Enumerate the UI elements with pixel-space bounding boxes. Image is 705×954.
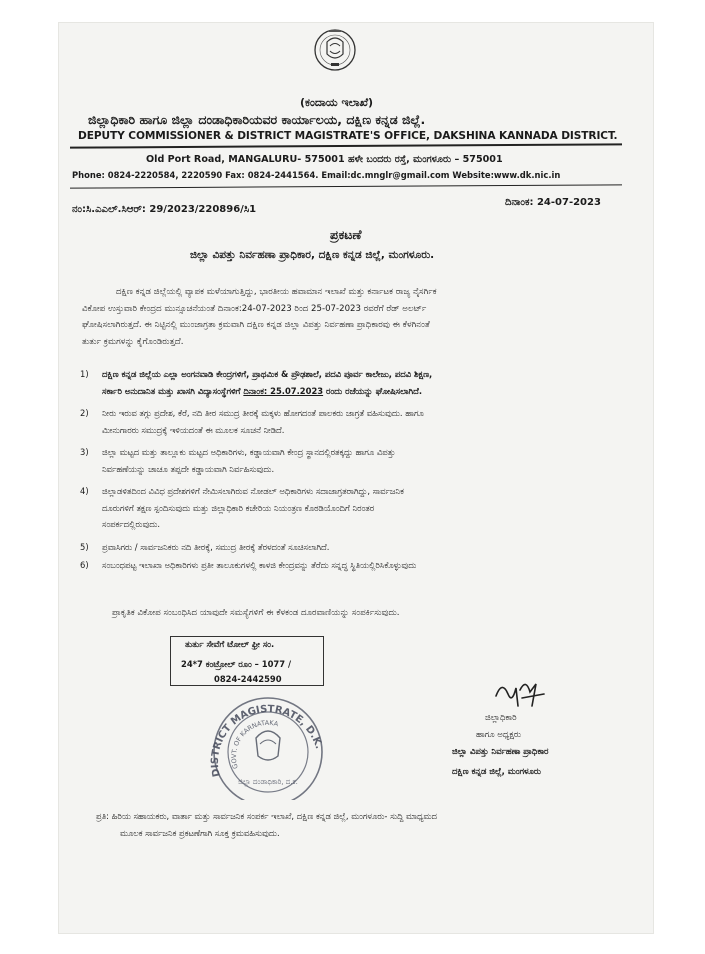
seal-outer-text: DISTRICT MAGISTRATE, D.K. bbox=[209, 703, 325, 778]
seal-bottom-text: ಜಿಲ್ಲಾ ದಂಡಾಧಿಕಾರಿ, ದ.ಕ. bbox=[238, 778, 298, 786]
item-number: 2) bbox=[80, 408, 89, 418]
item-number: 4) bbox=[80, 486, 89, 496]
district-magistrate-seal bbox=[198, 690, 338, 800]
signatory-title: ಜಿಲ್ಲಾಧಿಕಾರಿ bbox=[485, 712, 517, 722]
helpline-control-room: 24*7 ಕಂಟ್ರೋಲ್ ರೂಂ – 1077 / bbox=[181, 659, 292, 669]
item-number: 5) bbox=[80, 541, 89, 552]
intro-line: ದಕ್ಷಿಣ ಕನ್ನಡ ಜಿಲ್ಲೆಯಲ್ಲಿ ವ್ಯಾಪಕ ಮಳೆಯಾಗುತ್ತಿದ್ದು, ಭಾರತೀಯ ಹವಾಮಾನ ಇಲಾಖೆ ಮತ್ತು ಕರ್ನಾಟಕ ರಾಜ್ಯ ನೈಸರ್ಗಿಕ bbox=[116, 287, 437, 297]
item-number: 6) bbox=[80, 560, 89, 570]
intro-line: ತುರ್ತು ಕ್ರಮಗಳನ್ನು ಕೈಗೊಂಡಿರುತ್ತದೆ. bbox=[82, 336, 184, 347]
office-name-kannada: ಜಿಲ್ಲಾಧಿಕಾರಿ ಹಾಗೂ ಜಿಲ್ಲಾ ದಂಡಾಧಿಕಾರಿಯವರ ಕಾರ್ಯಾಲಯ, ದಕ್ಷಿಣ ಕನ್ನಡ ಜಿಲ್ಲೆ. bbox=[88, 112, 426, 127]
closing-line: ಪ್ರಾಕೃತಿಕ ವಿಕೋಪ ಸಂಬಂಧಿಸಿದ ಯಾವುದೇ ಸಮಸ್ಯೆಗಳಿಗೆ ಈ ಕೆಳಕಂಡ ದೂರವಾಣಿಯನ್ನು ಸಂಪರ್ಕಿಸುವುದು. bbox=[112, 608, 400, 618]
helpline-title: ತುರ್ತು ಸೇವೆಗೆ ಟೋಲ್ ಫ್ರೀ ಸಂ. bbox=[185, 639, 275, 649]
item-number: 1) bbox=[80, 369, 89, 379]
signatory-authority: ಜಿಲ್ಲಾ ವಿಪತ್ತು ನಿರ್ವಹಣಾ ಪ್ರಾಧಿಕಾರ bbox=[452, 746, 549, 756]
action-item bbox=[80, 483, 620, 533]
holiday-date: ದಿನಾಂಕ: 25.07.2023 bbox=[243, 385, 324, 396]
item-line: ಸರ್ಕಾರಿ ಅನುದಾನಿತ ಮತ್ತು ಖಾಸಗಿ ವಿದ್ಯಾಸಂಸ್ಥೆಗಳಿಗೆ ದಿನಾಂಕ: 25.07.2023 ರಂದು ರಜೆಯನ್ನು ಘೋಷಿಸಲಾಗಿದೆ. bbox=[102, 385, 423, 396]
signatory-role: ಹಾಗೂ ಅಧ್ಯಕ್ಷರು bbox=[476, 729, 522, 739]
action-item bbox=[80, 539, 620, 556]
item-line: ಜಿಲ್ಲಾಡಳಿತದಿಂದ ವಿವಿಧ ಪ್ರದೇಶಗಳಿಗೆ ನೇಮಿಸಲಾಗಿರುವ ನೋಡಲ್ ಅಧಿಕಾರಿಗಳು ಸದಾಜಾಗ್ರತರಾಗಿದ್ದು, ಸಾರ್ವಜನಿಕ bbox=[102, 486, 404, 496]
item-line: ದಕ್ಷಿಣ ಕನ್ನಡ ಜಿಲ್ಲೆಯ ಎಲ್ಲಾ ಅಂಗನವಾಡಿ ಕೇಂದ್ರಗಳಿಗೆ, ಪ್ರಾಥಮಿಕ & ಪ್ರೌಢಶಾಲೆ, ಪದವಿ ಪೂರ್ವ ಕಾಲೇಜು, ಪದವಿ ಶಿಕ್ಷಣ, bbox=[102, 369, 433, 379]
item-number: 3) bbox=[80, 447, 89, 457]
item-line: ನಿರ್ವಹಣೆಯನ್ನು ಚಾಚೂ ತಪ್ಪದೇ ಕಡ್ಡಾಯವಾಗಿ ನಿರ್ವಹಿಸುವುದು. bbox=[102, 463, 275, 474]
document-date: ದಿನಾಂಕ: 24-07-2023 bbox=[505, 197, 601, 208]
item-line: ಸಂಬಂಧಪಟ್ಟ ಇಲಾಖಾ ಅಧಿಕಾರಿಗಳು ಪ್ರತೀ ತಾಲೂಕುಗಳಲ್ಲಿ ಕಾಳಜಿ ಕೇಂದ್ರವನ್ನು ತೆರೆದು ಸನ್ನದ್ಧ ಸ್ಥಿತಿಯಲ್ಲಿರಿಸಿಕೊಳ್ಳುವುದು bbox=[102, 560, 417, 570]
signatory-place: ದಕ್ಷಿಣ ಕನ್ನಡ ಜಿಲ್ಲೆ, ಮಂಗಳೂರು bbox=[452, 766, 541, 776]
intro-paragraph bbox=[82, 284, 618, 350]
signature-mark bbox=[492, 676, 548, 712]
item-line: ಸಂಪರ್ಕದಲ್ಲಿರುವುದು. bbox=[102, 519, 161, 529]
notice-heading: ಪ್ರಕಟಣೆ bbox=[330, 227, 362, 242]
seal-inner-text: GOVT. OF KARNATAKA bbox=[229, 718, 280, 770]
item-line: ದೂರುಗಳಿಗೆ ತಕ್ಷಣ ಸ್ಪಂದಿಸುವುದು ಮತ್ತು ಜಿಲ್ಲಾಧಿಕಾರಿ ಕಚೇರಿಯ ನಿಯಂತ್ರಣ ಕೊಠಡಿಯೊಂದಿಗೆ ನಿರಂತರ bbox=[102, 502, 375, 513]
intro-line: ಘೋಷಿಸಲಾಗಿರುತ್ತದೆ. ಈ ನಿಟ್ಟಿನಲ್ಲಿ ಮುಂಜಾಗ್ರತಾ ಕ್ರಮವಾಗಿ ದಕ್ಷಿಣ ಕನ್ನಡ ಜಿಲ್ಲಾ ವಿಪತ್ತು ನಿರ್ವಹಣಾ ಪ್ರಾಧಿಕಾರವು ಈ ಕೆಳಗಿನಂತೆ bbox=[82, 320, 430, 331]
notice-subheading: ಜಿಲ್ಲಾ ವಿಪತ್ತು ನಿರ್ವಹಣಾ ಪ್ರಾಧಿಕಾರ, ದಕ್ಷಿಣ ಕನ್ನಡ ಜಿಲ್ಲೆ, ಮಂಗಳೂರು. bbox=[190, 249, 435, 261]
office-address: Old Port Road, MANGALURU- 575001 ಹಳೇ ಬಂದರು ರಸ್ತೆ, ಮಂಗಳೂರು – 575001 bbox=[146, 154, 503, 165]
action-item bbox=[80, 444, 620, 477]
office-contact: Phone: 0824-2220584, 2220590 Fax: 0824-2441564. Email:dc.mnglr@gmail.com Website:www.dk.nic.in bbox=[72, 170, 561, 180]
helpline-phone: 0824-2442590 bbox=[214, 674, 282, 684]
copy-to-line: ಪ್ರತಿ: ಹಿರಿಯ ಸಹಾಯಕರು, ವಾರ್ತಾ ಮತ್ತು ಸಾರ್ವಜನಿಕ ಸಂಪರ್ಕ ಇಲಾಖೆ, ದಕ್ಷಿಣ ಕನ್ನಡ ಜಿಲ್ಲೆ, ಮಂಗಳೂರು- ಸುದ್ದಿ ಮಾಧ್ಯಮದ bbox=[96, 811, 437, 821]
copy-to-line: ಮೂಲಕ ಸಾರ್ವಜನಿಕ ಪ್ರಕಟಣೆಗಾಗಿ ಸೂಕ್ತ ಕ್ರಮವಹಿಸುವುದು. bbox=[120, 828, 280, 838]
action-item bbox=[80, 405, 620, 438]
item-line: ಜಿಲ್ಲಾ ಮಟ್ಟದ ಮತ್ತು ತಾಲ್ಲೂಕು ಮಟ್ಟದ ಅಧಿಕಾರಿಗಳು, ಕಡ್ಡಾಯವಾಗಿ ಕೇಂದ್ರ ಸ್ಥಾನದಲ್ಲಿರತಕ್ಕದ್ದು ಹಾಗೂ ವಿಪತ್ತು bbox=[102, 447, 396, 457]
action-list bbox=[80, 366, 620, 580]
intro-line: ವಿಕೋಪ ಉಸ್ತುವಾರಿ ಕೇಂದ್ರದ ಮುನ್ಸೂಚನೆಯಂತೆ ದಿನಾಂಕ:24-07-2023 ರಿಂದ 25-07-2023 ರವರೆಗೆ ರೆಡ್ ಅಲರ್ಟ್ bbox=[82, 303, 427, 314]
department-name: (ಕಂದಾಯ ಇಲಾಖೆ) bbox=[300, 96, 374, 109]
copy-to-section bbox=[96, 808, 437, 842]
action-item bbox=[80, 557, 620, 574]
reference-number: ನಂ:ಸಿ.ಎಎಲ್.ಸಿಆರ್: 29/2023/220896/ಸಿ1 bbox=[72, 204, 257, 215]
karnataka-state-emblem-icon bbox=[313, 24, 357, 76]
action-item bbox=[80, 366, 620, 399]
item-line: ನೀರು ಇರುವ ತಗ್ಗು ಪ್ರದೇಶ, ಕೆರೆ, ನದಿ ತೀರ ಸಮುದ್ರ ತೀರಕ್ಕೆ ಮಕ್ಕಳು ಹೋಗದಂತೆ ಪಾಲಕರು ಜಾಗ್ರತೆ ವಹಿಸುವುದು. ಹಾಗೂ bbox=[102, 408, 424, 418]
office-name-english: DEPUTY COMMISSIONER & DISTRICT MAGISTRATE'S OFFICE, DAKSHINA KANNADA DISTRICT. bbox=[78, 130, 618, 142]
item-line: ಪ್ರವಾಸಿಗರು / ಸಾರ್ವಜನಿಕರು ನದಿ ತೀರಕ್ಕೆ, ಸಮುದ್ರ ತೀರಕ್ಕೆ ತೆರಳದಂತೆ ಸೂಚಿಸಲಾಗಿದೆ. bbox=[102, 541, 330, 552]
item-line: ಮೀನುಗಾರರು ಸಮುದ್ರಕ್ಕೆ ಇಳಿಯದಂತೆ ಈ ಮೂಲಕ ಸೂಚನೆ ನೀಡಿದೆ. bbox=[102, 424, 285, 435]
